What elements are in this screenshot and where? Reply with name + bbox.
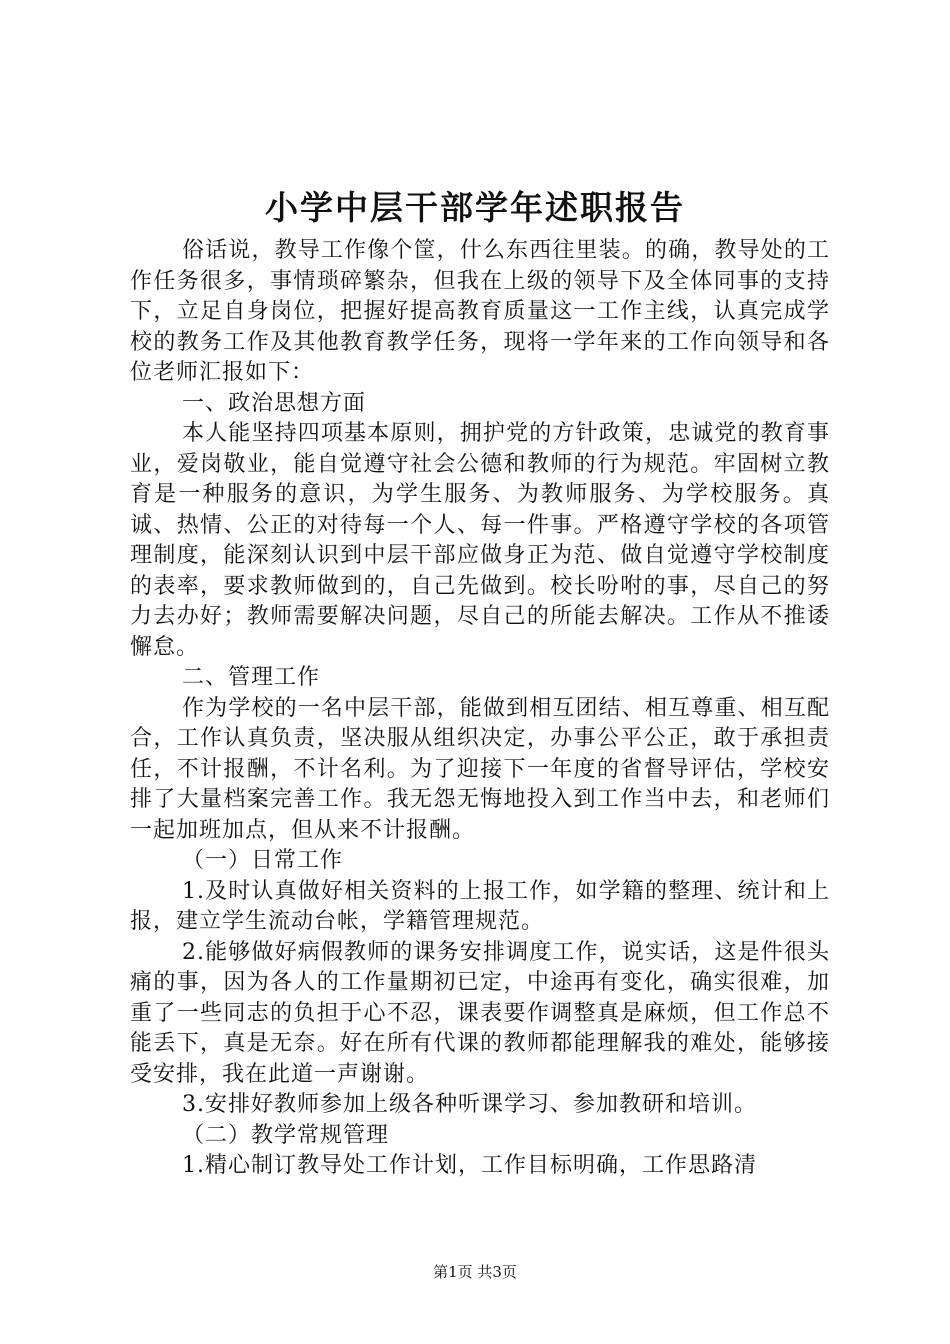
list-item-daily-3: 3.安排好教师参加上级各种听课学习、参加教研和培训。	[182, 1092, 757, 1117]
subsection-heading-teaching-routine: （二）教学常规管理	[182, 1122, 390, 1148]
page-footer: 第1页 共3页	[433, 1263, 517, 1281]
section-heading-management: 二、管理工作	[182, 665, 321, 690]
paragraph-politics: 本人能坚持四项基本原则，拥护党的方针政策，忠诚党的教育事业，爱岗敬业，能自觉遵守社会公德和教师的行为规范。牢固树立教育是一种服务的意识，为学生服务、为教师服务、为学校服务。真诚、热情、公正的对待每一个人、每一件事。严格遵守学校的各项管理制度，能深刻认识到中层干部应做身正为范、做自觉遵守学校制度的表率，要求教师做到的，自己先做到。校长吩咐的事，尽自己的努力去办好；教师需要解决问题，尽自己的所能去解决。工作从不推诿懈怠。	[130, 421, 830, 660]
document-title: 小学中层干部学年述职报告	[265, 188, 685, 227]
list-item-teaching-1: 1.精心制订教导处工作计划，工作目标明确，工作思路清	[182, 1153, 757, 1178]
list-item-daily-2: 2.能够做好病假教师的课务安排调度工作，说实话，这是件很头痛的事，因为各人的工作量期初已定，中途再有变化，确实很难，加重了一些同志的负担于心不忍，课表要作调整真是麻烦，但工作总不能丢下，真是无奈。好在所有代课的教师都能理解我的难处，能够接受安排，我在此道一声谢谢。	[130, 939, 830, 1087]
list-item-daily-1: 1.及时认真做好相关资料的上报工作，如学籍的整理、统计和上报，建立学生流动台帐，学籍管理规范。	[130, 878, 830, 934]
paragraph-intro: 俗话说，教导工作像个筐，什么东西往里装。的确，教导处的工作任务很多，事情琐碎繁杂，但我在上级的领导下及全体同事的支持下，立足自身岗位，把握好提高教育质量这一工作主线，认真完成学校的教务工作及其他教育教学任务，现将一学年来的工作向领导和各位老师汇报如下：	[130, 238, 830, 385]
section-heading-politics: 一、政治思想方面	[182, 390, 367, 416]
subsection-heading-daily-work: （一）日常工作	[182, 848, 344, 873]
document-body	[130, 236, 830, 1182]
paragraph-management: 作为学校的一名中层干部，能做到相互团结、相互尊重、相互配合，工作认真负责，坚决服从组织决定，办事公平公正，敢于承担责任，不计报酬，不计名利。为了迎接下一年度的省督导评估，学校安排了大量档案完善工作。我无怨无悔地投入到工作当中去，和老师们一起加班加点，但从来不计报酬。	[130, 695, 830, 843]
